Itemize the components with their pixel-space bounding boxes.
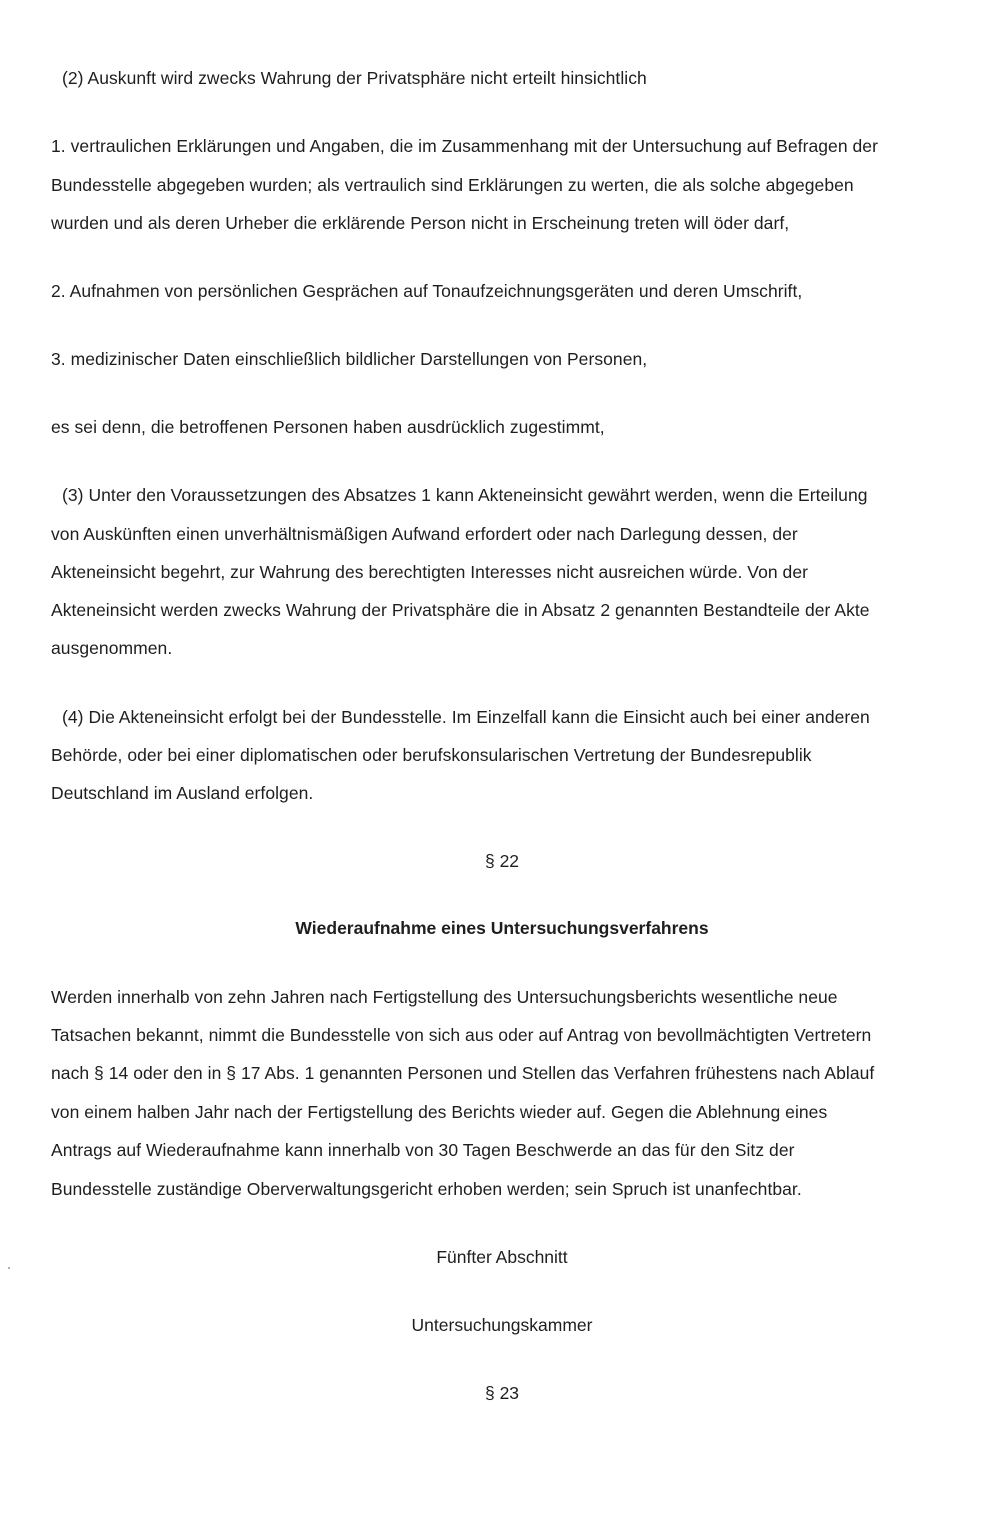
paragraph-4-line-2: Behörde, oder bei einer diplomatischen oder berufskonsularischen Vertretung der Bundesrepublik [51,745,812,765]
paragraph-3-line-4: Akteneinsicht werden zwecks Wahrung der Privatsphäre die in Absatz 2 genannten Bestandteile der Akte [51,600,870,620]
paragraph-2-item-1-line-3: wurden und als deren Urheber die erklärende Person nicht in Erscheinung treten will öder darf, [51,213,790,233]
paragraph-3-line-3: Akteneinsicht begehrt, zur Wahrung des berechtigten Interesses nicht ausreichen würde. Von der [51,562,808,582]
section-22-number: § 22 [484,851,520,871]
paragraph-2-intro: (2) Auskunft wird zwecks Wahrung der Privatsphäre nicht erteilt hinsichtlich [62,68,647,88]
paragraph-4-line-3: Deutschland im Ausland erfolgen. [51,783,314,803]
section-22-body-line-2: Tatsachen bekannt, nimmt die Bundesstelle von sich aus oder auf Antrag von bevollmächtigten Vertretern [51,1025,872,1045]
paragraph-2-closing: es sei denn, die betroffenen Personen haben ausdrücklich zugestimmt, [51,417,605,437]
chapter-5-heading: Fünfter Abschnitt [436,1247,568,1267]
section-22-body-line-4: von einem halben Jahr nach der Fertigstellung des Berichts wieder auf. Gegen die Ablehnung eines [51,1102,828,1122]
paragraph-2-item-2: 2. Aufnahmen von persönlichen Gesprächen auf Tonaufzeichnungsgeräten und deren Umschrift, [51,281,803,301]
chapter-5-subheading: Untersuchungskammer [411,1315,593,1335]
paragraph-2-item-3: 3. medizinischer Daten einschließlich bildlicher Darstellungen von Personen, [51,349,648,369]
section-22-body-line-1: Werden innerhalb von zehn Jahren nach Fertigstellung des Untersuchungsberichts wesentliche neue [51,987,838,1007]
paragraph-3-line-5: ausgenommen. [51,638,173,658]
paragraph-2-item-1-line-2: Bundesstelle abgegeben wurden; als vertraulich sind Erklärungen zu werten, die als solche abgegeben [51,175,854,195]
section-22-body-line-3: nach § 14 oder den in § 17 Abs. 1 genannten Personen und Stellen das Verfahren frühestens nach Ablauf [51,1063,875,1083]
section-22-title: Wiederaufnahme eines Untersuchungsverfahrens [295,918,709,938]
section-22-body-line-5: Antrags auf Wiederaufnahme kann innerhalb von 30 Tagen Beschwerde an das für den Sitz der [51,1140,795,1160]
paragraph-3-line-2: von Auskünften einen unverhältnismäßigen Aufwand erfordert oder nach Darlegung dessen, der [51,524,798,544]
scan-speck [8,1267,10,1269]
paragraph-4-line-1: (4) Die Akteneinsicht erfolgt bei der Bundesstelle. Im Einzelfall kann die Einsicht auch bei einer anderen [62,707,870,727]
section-22-body-line-6: Bundesstelle zuständige Oberverwaltungsgericht erhoben werden; sein Spruch ist unanfechtbar. [51,1179,802,1199]
paragraph-2-item-1-line-1: 1. vertraulichen Erklärungen und Angaben, die im Zusammenhang mit der Untersuchung auf Befragen der [51,136,878,156]
paragraph-3-line-1: (3) Unter den Voraussetzungen des Absatzes 1 kann Akteneinsicht gewährt werden, wenn die Erteilung [62,485,868,505]
section-23-number: § 23 [484,1383,520,1403]
